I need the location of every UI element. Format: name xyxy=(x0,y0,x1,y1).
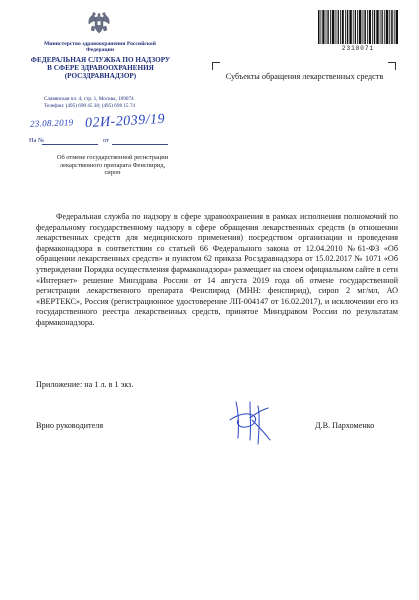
handwritten-outgoing-number: 02И-2039/19 xyxy=(84,111,166,132)
reply-number-blank xyxy=(42,144,98,145)
recipient-corner-top-left xyxy=(212,62,220,70)
agency-address xyxy=(44,96,164,110)
barcode-icon xyxy=(318,10,398,44)
signatory-name: Д.В. Пархоменко xyxy=(315,421,375,430)
ministry-name: Министерство здравоохранения Российской Федерации xyxy=(44,41,156,54)
agency-line-3: (РОСЗДРАВНАДЗОР) xyxy=(64,71,137,80)
letter-body: Федеральная служба по надзору в сфере здравоохранения в рамках исполнения полномочий по федеральному государственному надзору в сфере обращения лекарственных средств (в отношении лекарственных средств для медицинского применения) посредством организации и проведения фармаконадзора в соответствии со статьей 66 Федерального закона от 12.04.2010 №61-ФЗ «Об обращении лекарственных средств» и пунктом 62 приказа Росздравнадзора от 15.02.2017 № 1071 «Об утверждении Порядка осуществления фармаконадзора» размещает на своем официальном сайте в сети «Интернет» решение Минздрава России от 14 августа 2019 года об отмене государственной регистрации лекарственного препарата Фенспирид (МНН: фенспирид), сироп 2 мг/мл, АО «ВЕРТЕКС», Россия (регистрационное удостоверение ЛП-004147 от 16.02.2017), и исключении его из государственного реестра лекарственных средств, принятое Минздравом России по результатам фармаконадзора. xyxy=(36,212,398,327)
agency-line-1: ФЕДЕРАЛЬНАЯ СЛУЖБА ПО НАДЗОРУ xyxy=(30,56,171,64)
agency-line-2: В СФЕРЕ ЗДРАВООХРАНЕНИЯ xyxy=(47,63,154,72)
reply-date-blank xyxy=(112,144,168,145)
barcode-number: 2318071 xyxy=(341,45,375,52)
reply-date-label: от xyxy=(103,137,109,144)
double-headed-eagle-emblem-icon xyxy=(84,8,114,38)
reply-number-label: На № xyxy=(29,137,45,144)
reply-reference-line xyxy=(28,134,168,146)
agency-name xyxy=(28,57,173,80)
handwritten-date: 23.08.2019 xyxy=(29,117,74,129)
attachment-note: Приложение: на 1 л. в 1 экз. xyxy=(36,380,134,389)
signatory-position: Врио руководителя xyxy=(36,421,104,430)
handwritten-signature-icon xyxy=(228,396,274,448)
address-line-1: Славянская пл. 4, стр. 1, Москва, 109074 xyxy=(44,96,134,102)
letter-subject: Об отмене государственной регистрации лекарственного препарата Фенспирид, сироп xyxy=(56,154,169,177)
recipient: Субъекты обращения лекарственных средств xyxy=(225,72,384,81)
recipient-corner-top-right xyxy=(388,62,396,70)
address-line-2: Телефон: (495) 698 45 38; (495) 698 15 74 xyxy=(44,102,136,109)
